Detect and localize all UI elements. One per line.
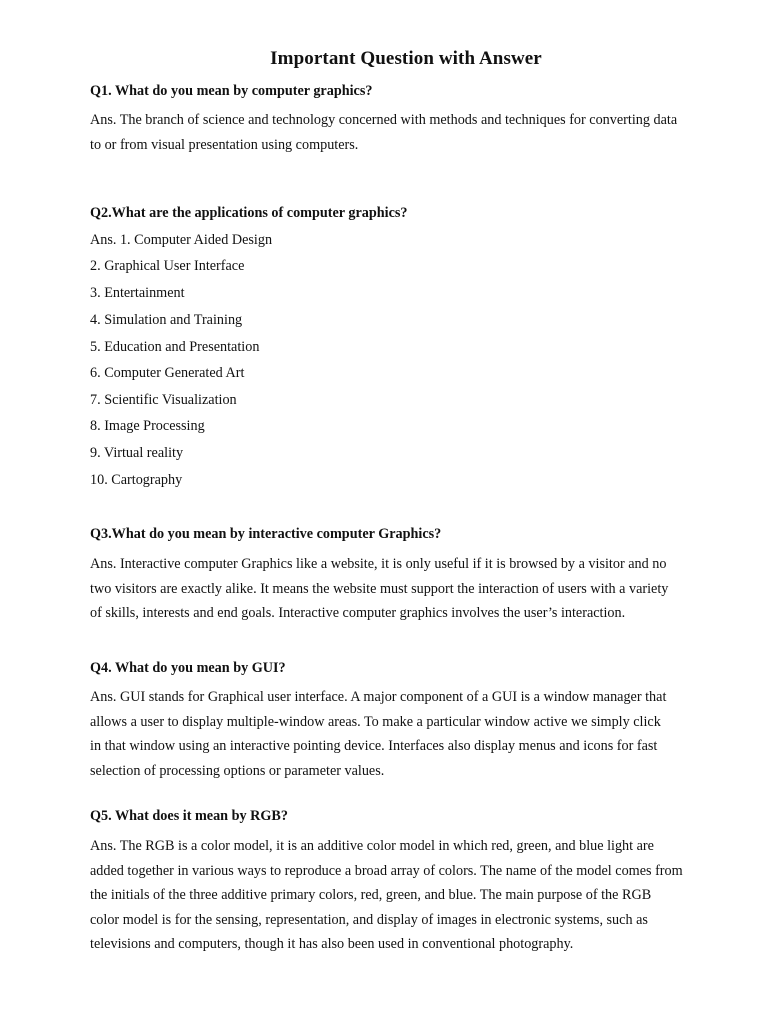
question-2: Q2.What are the applications of computer graphics? xyxy=(90,205,408,221)
answer-2-list-item: 4. Simulation and Training xyxy=(90,312,243,328)
answer-2-list-item: 8. Image Processing xyxy=(90,418,205,434)
answer-2-list-item: Ans. 1. Computer Aided Design xyxy=(90,232,273,248)
answer-5-line: added together in various ways to reproduce a broad array of colors. The name of the model comes from xyxy=(90,862,683,879)
answer-5 xyxy=(90,834,730,957)
answer-1-line: Ans. The branch of science and technology concerned with methods and techniques for converting data xyxy=(90,112,678,128)
answer-4-line: selection of processing options or parameter values. xyxy=(90,762,385,779)
answer-2-list-item: 5. Education and Presentation xyxy=(90,339,260,355)
question-1: Q1. What do you mean by computer graphics? xyxy=(90,83,373,99)
answer-2-list-item: 2. Graphical User Interface xyxy=(90,258,245,274)
document-title: Important Question with Answer xyxy=(270,48,542,69)
answer-3-line: Ans. Interactive computer Graphics like a website, it is only useful if it is browsed by a visitor and no xyxy=(90,556,667,572)
answer-3-line: two visitors are exactly alike. It means the website must support the interaction of users with a variety xyxy=(90,580,669,597)
answer-4-line: allows a user to display multiple-window areas. To make a particular window active we simply click xyxy=(90,713,661,730)
answer-2-list-item: 7. Scientific Visualization xyxy=(90,392,237,408)
answer-2-list-item: 6. Computer Generated Art xyxy=(90,365,245,381)
answer-2-list-item: 3. Entertainment xyxy=(90,285,185,301)
answer-4-line: in that window using an interactive pointing device. Interfaces also display menus and icons for fast xyxy=(90,738,658,754)
answer-5-line: televisions and computers, though it has also been used in conventional photography. xyxy=(90,936,574,952)
answer-5-line: the initials of the three additive primary colors, red, green, and blue. The main purpose of the RGB xyxy=(90,887,652,903)
answer-3 xyxy=(90,552,730,626)
answer-4-line: Ans. GUI stands for Graphical user interface. A major component of a GUI is a window manager that xyxy=(90,689,667,705)
answer-3-line: of skills, interests and end goals. Interactive computer graphics involves the user’s interaction. xyxy=(90,605,626,621)
answer-1-line: to or from visual presentation using computers. xyxy=(90,136,359,153)
answer-2-list-item: 9. Virtual reality xyxy=(90,445,184,461)
answer-2-list-item: 10. Cartography xyxy=(90,472,183,488)
answer-5-line: color model is for the sensing, representation, and display of images in electronic systems, such as xyxy=(90,911,648,928)
question-4: Q4. What do you mean by GUI? xyxy=(90,660,286,676)
answer-4 xyxy=(90,685,730,783)
question-5: Q5. What does it mean by RGB? xyxy=(90,808,288,824)
answer-5-line: Ans. The RGB is a color model, it is an additive color model in which red, green, and blue light are xyxy=(90,838,654,854)
question-3: Q3.What do you mean by interactive computer Graphics? xyxy=(90,526,442,542)
answer-1 xyxy=(90,108,730,157)
